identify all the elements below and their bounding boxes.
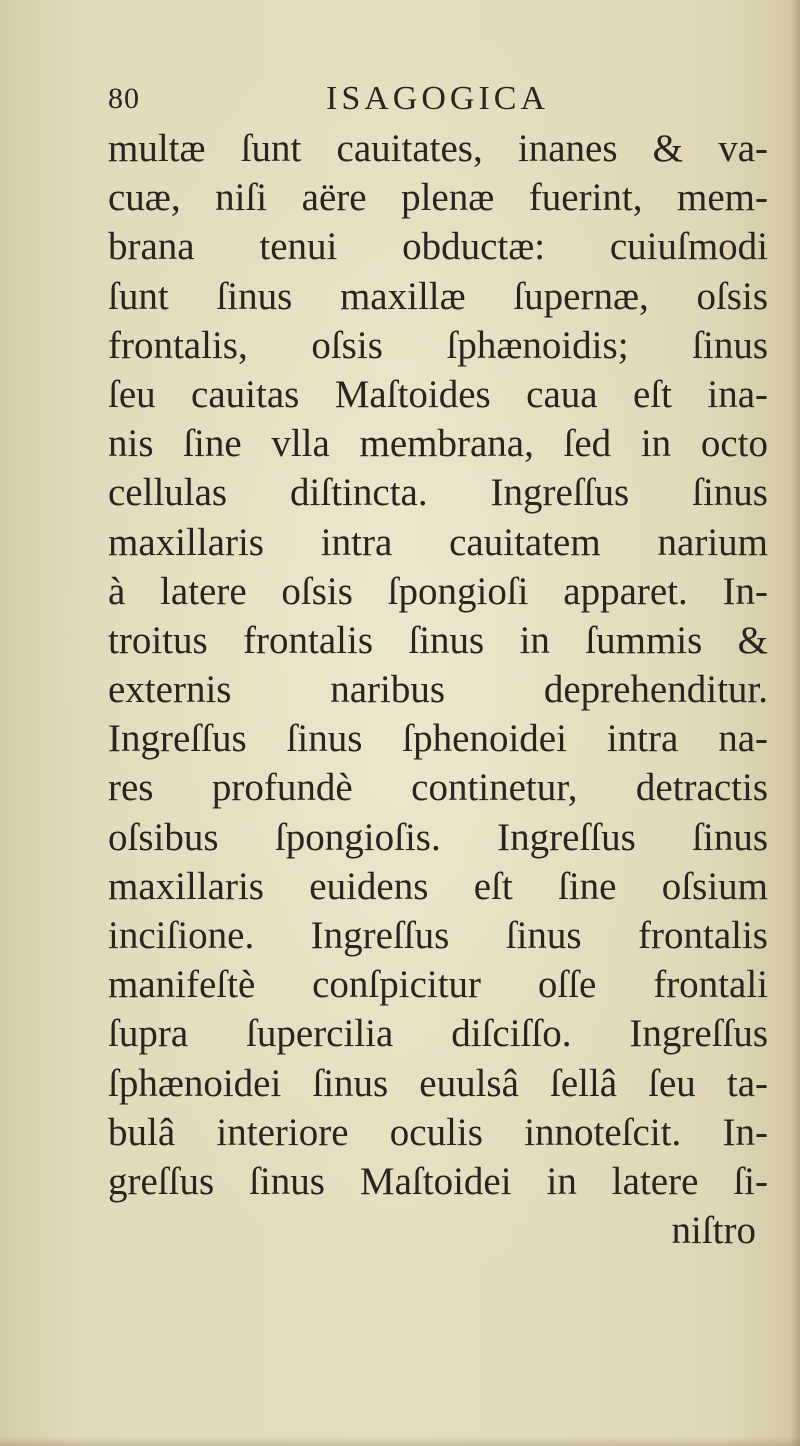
catchword: niſtro	[671, 1209, 756, 1253]
page-header	[108, 74, 668, 124]
text-line: ſphænoidei ſinus euulsâ ſellâ ſeu ta-	[108, 1061, 768, 1105]
text-line: maxillaris euidens eſt ſine oſsium	[108, 864, 768, 908]
text-line: ſupra ſupercilia diſciſſo. Ingreſſus	[108, 1012, 768, 1056]
text-line: multæ ſunt cauitates, inanes & va-	[108, 127, 768, 170]
text-line: oſsibus ſpongioſis. Ingreſſus ſinus	[108, 815, 768, 859]
running-head: ISAGOGICA	[326, 80, 549, 117]
text-line: cellulas diſtincta. Ingreſſus ſinus	[108, 471, 768, 515]
page-number: 80	[108, 82, 140, 115]
text-line: ſunt ſinus maxillæ ſupernæ, oſsis	[108, 274, 768, 318]
text-line: maxillaris intra cauitatem narium	[108, 520, 768, 564]
text-line: res profundè continetur, detractis	[108, 766, 768, 810]
text-line: greſſus ſinus Maſtoidei in latere ſi-	[108, 1159, 768, 1203]
text-line: bulâ interiore oculis innoteſcit. In-	[108, 1110, 768, 1154]
page-edge-shadow	[790, 0, 800, 1446]
text-line: nis ſine vlla membrana, ſed in octo	[108, 422, 768, 466]
page-bottom-shadow	[0, 1436, 800, 1446]
text-line: ſeu cauitas Maſtoides caua eſt ina-	[108, 372, 768, 416]
text-line: à latere oſsis ſpongioſi apparet. In-	[108, 569, 768, 613]
text-line: Ingreſſus ſinus ſphenoidei intra na-	[108, 717, 768, 761]
text-line: brana tenui obductæ: cuiuſmodi	[108, 225, 768, 269]
body-text	[108, 124, 768, 1255]
text-line: frontalis, oſsis ſphænoidis; ſinus	[108, 323, 768, 367]
text-line: inciſione. Ingreſſus ſinus frontalis	[108, 914, 768, 957]
text-line: manifeſtè conſpicitur oſſe frontali	[108, 963, 768, 1007]
text-line: externis naribus deprehenditur.	[108, 668, 768, 712]
text-line: cuæ, niſi aëre plenæ fuerint, mem-	[108, 176, 768, 220]
text-line: troitus frontalis ſinus in ſummis &	[108, 618, 768, 662]
